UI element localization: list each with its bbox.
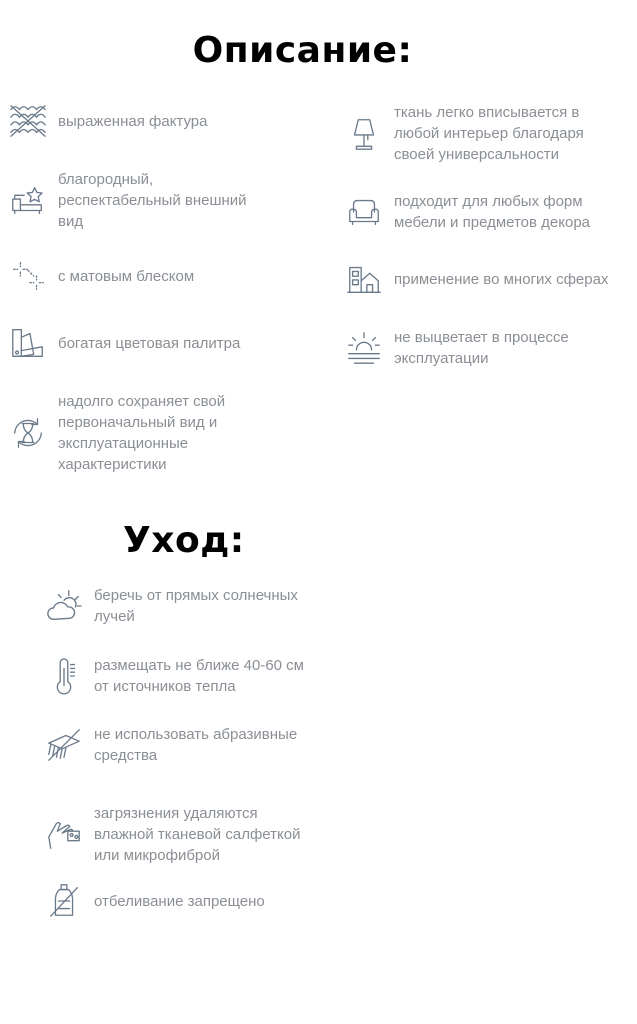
text-line: или микрофиброй	[94, 847, 220, 864]
feature-palette	[8, 323, 240, 363]
text-line: применение во многих сферах	[394, 270, 609, 288]
text-line: богатая цветовая палитра	[58, 334, 241, 352]
buildings-icon	[344, 259, 384, 299]
feature-text	[58, 266, 194, 287]
feature-text	[394, 327, 569, 369]
color-palette-icon	[8, 323, 48, 363]
text-line: не использовать абразивные	[94, 726, 298, 743]
no-brush-icon	[44, 725, 84, 765]
thermometer-icon	[44, 656, 84, 696]
care-text	[94, 655, 304, 697]
feature-text	[58, 111, 207, 132]
text-line: с матовым блеском	[58, 267, 195, 285]
description-title: Описание:	[192, 30, 413, 71]
text-line: надолго сохраняет свой	[58, 393, 226, 410]
text-line: размещать не ближе 40-60 см	[94, 657, 304, 674]
text-line: мебели и предметов декора	[394, 214, 591, 231]
feature-text	[58, 333, 240, 354]
text-line: лучей	[94, 608, 135, 625]
text-line: не выцветает в процессе	[394, 329, 569, 346]
text-line: эксплуатационные	[58, 435, 189, 452]
care-heat	[44, 655, 304, 697]
feature-no-fading	[344, 327, 569, 369]
feature-text	[394, 102, 584, 165]
sparkle-icon	[8, 256, 48, 296]
feature-text	[58, 391, 225, 475]
fabric-texture-icon	[8, 101, 48, 141]
feature-matte-shine	[8, 256, 194, 296]
feature-interior	[344, 102, 584, 165]
text-line: характеристики	[58, 456, 167, 473]
text-line: любой интерьер благодаря	[394, 125, 584, 142]
care-text	[94, 803, 300, 866]
text-line: первоначальный вид и	[58, 414, 218, 431]
feature-applications	[344, 259, 608, 299]
care-sun	[44, 585, 298, 627]
feature-noble-look	[8, 169, 247, 232]
lamp-icon	[344, 114, 384, 154]
text-line: благородный,	[58, 171, 154, 188]
sun-cloud-icon	[44, 586, 84, 626]
sun-fade-icon	[344, 328, 384, 368]
feature-furniture	[344, 191, 590, 233]
text-line: ткань легко вписывается в	[394, 104, 580, 121]
feature-text	[394, 191, 590, 233]
text-line: респектабельный внешний	[58, 192, 247, 209]
care-text	[94, 724, 297, 766]
text-line: подходит для любых форм	[394, 193, 583, 210]
care-text	[94, 891, 265, 912]
text-line: выраженная фактура	[58, 112, 208, 130]
care-text	[94, 585, 298, 627]
armchair-icon	[344, 192, 384, 232]
feature-texture	[8, 101, 207, 141]
text-line: от источников тепла	[94, 678, 236, 695]
hand-sponge-icon	[44, 815, 84, 855]
care-cleaning	[44, 803, 300, 866]
sofa-star-icon	[8, 181, 48, 221]
text-line: беречь от прямых солнечных	[94, 587, 298, 604]
feature-text	[394, 269, 608, 290]
hourglass-cycle-icon	[8, 413, 48, 453]
feature-durable	[8, 391, 225, 475]
text-line: средства	[94, 747, 158, 764]
no-bleach-icon	[44, 881, 84, 921]
care-abrasive	[44, 724, 297, 766]
care-title: Уход:	[123, 520, 245, 561]
care-no-bleach	[44, 881, 265, 921]
text-line: вид	[58, 213, 84, 230]
text-line: эксплуатации	[394, 350, 489, 367]
text-line: своей универсальности	[394, 146, 559, 163]
text-line: отбеливание запрещено	[94, 892, 265, 910]
text-line: загрязнения удаляются	[94, 805, 258, 822]
feature-text	[58, 169, 247, 232]
text-line: влажной тканевой салфеткой	[94, 826, 301, 843]
